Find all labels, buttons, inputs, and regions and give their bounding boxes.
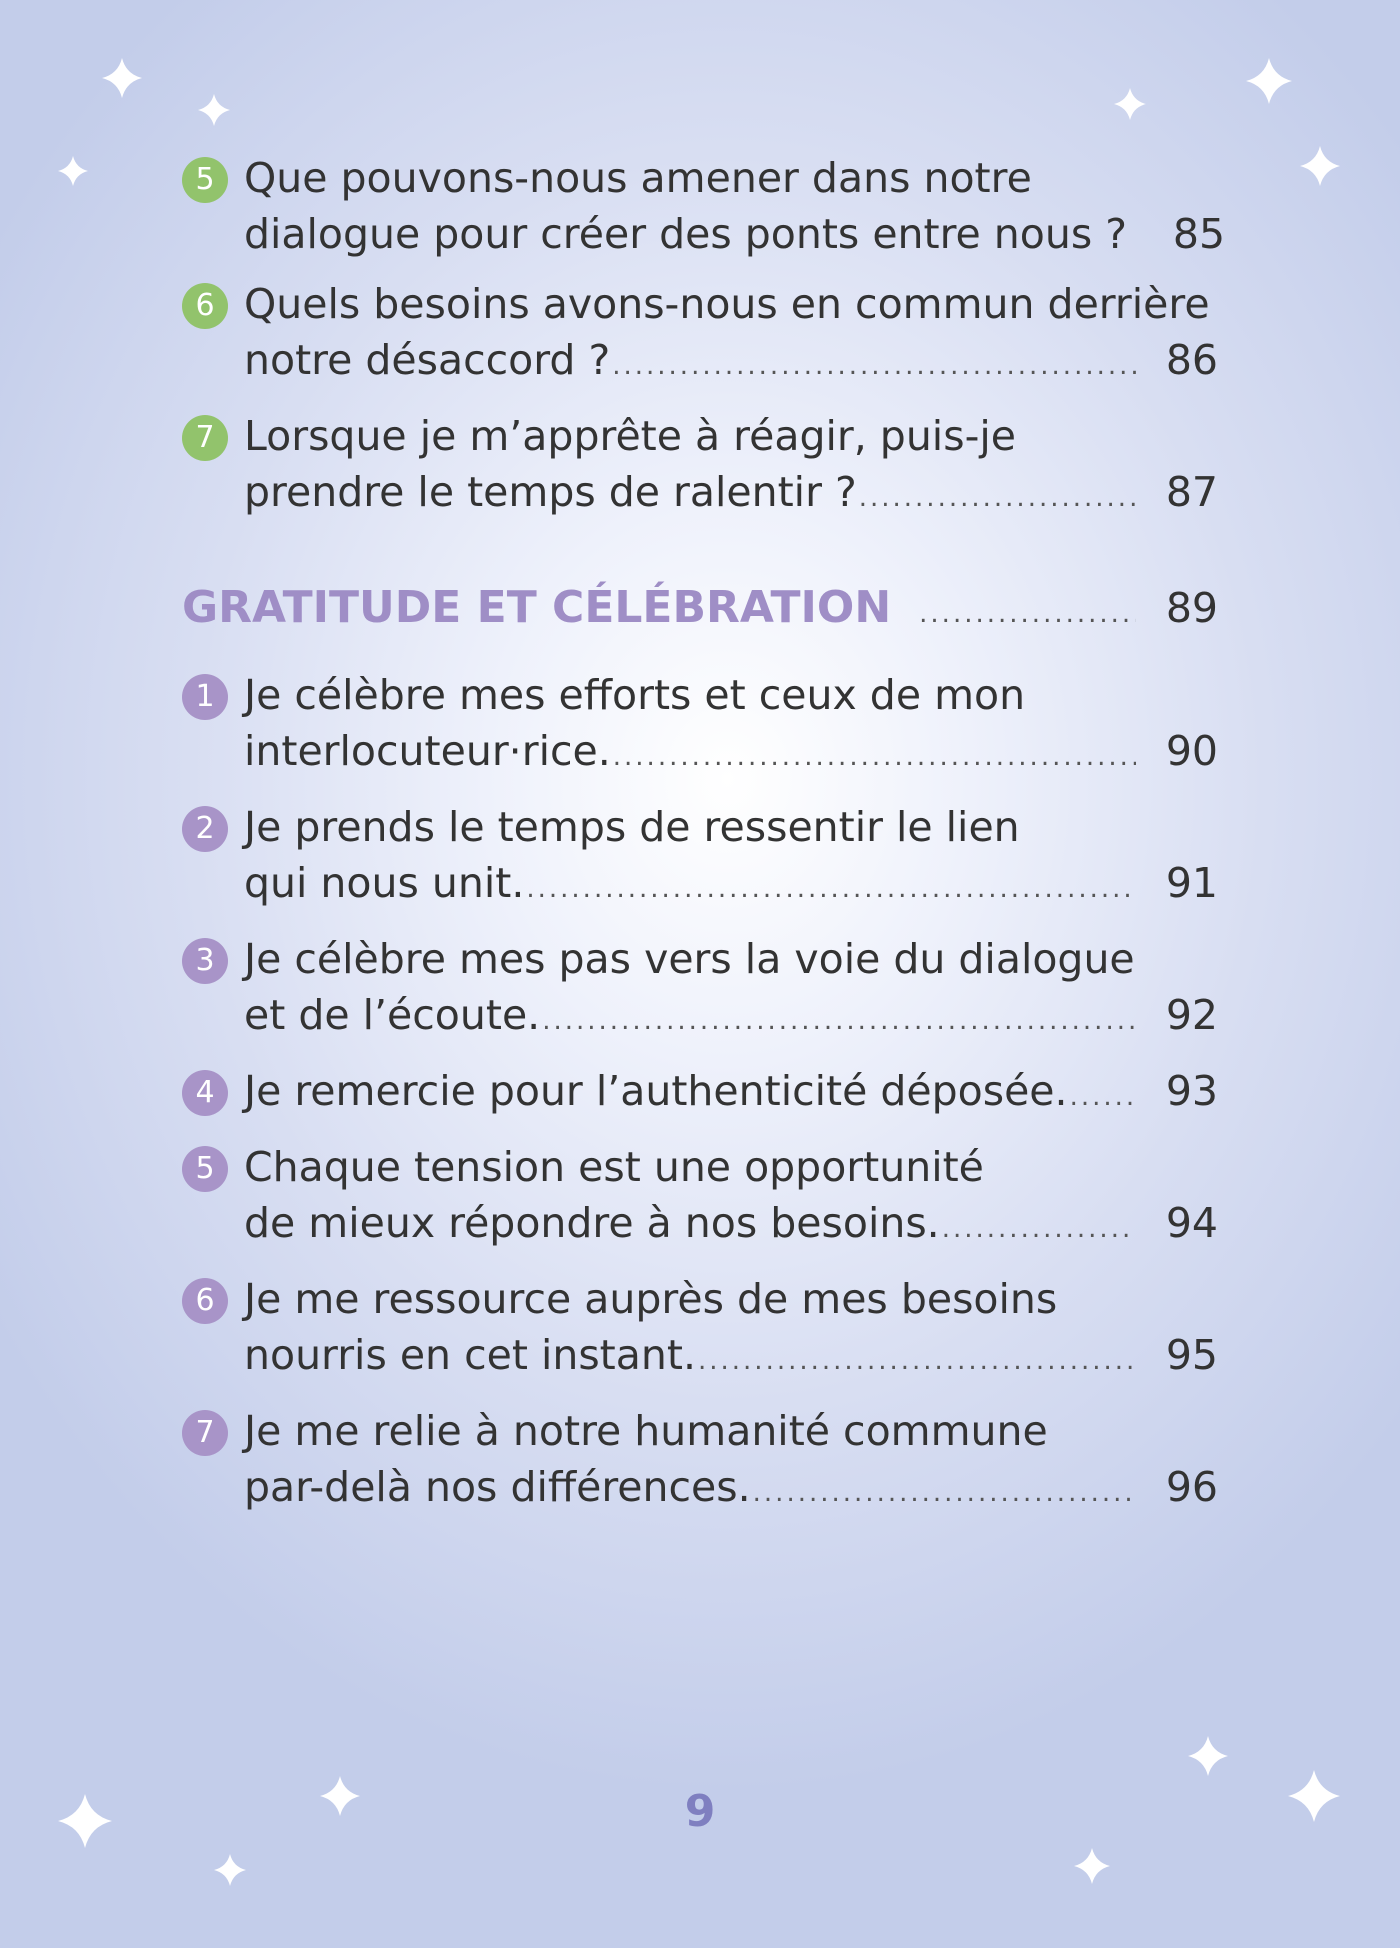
page-ref: 89 — [1165, 584, 1218, 632]
entry-number-badge: 3 — [182, 938, 228, 984]
entry-number-badge: 7 — [182, 1410, 228, 1456]
toc-entry[interactable] — [182, 1063, 1218, 1125]
sparkle-icon — [1300, 146, 1340, 186]
toc-entry[interactable] — [182, 276, 1218, 394]
dot-leader — [753, 1465, 1136, 1521]
page-ref: 87 — [1165, 468, 1218, 516]
entry-title-line: par-delà nos différences. — [244, 1463, 751, 1511]
toc-entry[interactable] — [182, 667, 1218, 785]
entry-title-line: prendre le temps de ralentir ? — [244, 468, 857, 516]
toc-entry[interactable] — [182, 799, 1218, 917]
entry-title-line: Je célèbre mes pas vers la voie du dialogue — [244, 935, 1135, 983]
sparkle-icon — [102, 58, 142, 98]
page-ref: 90 — [1165, 727, 1218, 775]
entry-title-line: Chaque tension est une opportunité — [244, 1143, 984, 1191]
entry-title-line: de mieux répondre à nos besoins. — [244, 1199, 940, 1247]
page-ref: 86 — [1165, 336, 1218, 384]
entry-number-badge: 5 — [182, 157, 228, 203]
page-ref: 96 — [1165, 1463, 1218, 1511]
entry-title-line: notre désaccord ? — [244, 336, 611, 384]
sparkle-icon — [1246, 58, 1292, 104]
entry-number-badge: 6 — [182, 283, 228, 329]
entry-title-line: Je célèbre mes efforts et ceux de mon — [244, 671, 1026, 719]
toc-entry[interactable] — [182, 1271, 1218, 1389]
page-ref: 94 — [1165, 1199, 1218, 1247]
page-ref: 91 — [1165, 859, 1218, 907]
page-ref: 93 — [1165, 1067, 1218, 1115]
entry-title-line: Je me ressource auprès de mes besoins — [244, 1275, 1058, 1323]
page-ref: 95 — [1165, 1331, 1218, 1379]
entry-number-badge: 2 — [182, 806, 228, 852]
sparkle-icon — [198, 94, 230, 126]
dot-leader — [612, 338, 1136, 394]
entry-title-line: et de l’écoute. — [244, 991, 541, 1039]
dot-leader — [859, 470, 1136, 526]
entry-title-line: Que pouvons-nous amener dans notre — [244, 154, 1032, 202]
entry-title-line: interlocuteur·rice. — [244, 727, 611, 775]
section-heading[interactable] — [182, 582, 1218, 633]
toc-entry[interactable] — [182, 150, 1226, 262]
entry-number-badge: 7 — [182, 415, 228, 461]
toc-entry[interactable] — [182, 1403, 1218, 1521]
dot-leader — [942, 1201, 1136, 1257]
toc-entry[interactable] — [182, 1139, 1218, 1257]
section-title: GRATITUDE ET CÉLÉBRATION — [182, 582, 892, 633]
sparkle-icon — [1188, 1736, 1228, 1776]
dot-leader — [698, 1333, 1136, 1389]
dot-leader — [919, 599, 1136, 629]
entry-number-badge: 5 — [182, 1146, 228, 1192]
page-ref: 92 — [1165, 991, 1218, 1039]
entry-title-line: Je prends le temps de ressentir le lien — [244, 803, 1020, 851]
dot-leader — [542, 993, 1136, 1049]
page-ref: 85 — [1172, 210, 1226, 258]
entry-number-badge: 4 — [182, 1070, 228, 1116]
entry-title-line: Je me relie à notre humanité commune — [244, 1407, 1048, 1455]
entry-title-line: dialogue pour créer des ponts entre nous ? — [244, 210, 1128, 258]
dot-leader — [1070, 1069, 1136, 1125]
entry-title-line: Quels besoins avons-nous en commun derrière — [244, 280, 1210, 328]
entry-title-line: qui nous unit. — [244, 859, 525, 907]
sparkle-icon — [58, 156, 88, 186]
toc-entry[interactable] — [182, 931, 1218, 1049]
toc-entry[interactable] — [182, 408, 1218, 526]
entry-number-badge: 6 — [182, 1278, 228, 1324]
sparkle-icon — [1114, 88, 1146, 120]
entry-title-line: Lorsque je m’apprête à réagir, puis-je — [244, 412, 1016, 460]
entry-number-badge: 1 — [182, 674, 228, 720]
entry-title-line: Je remercie pour l’authenticité déposée. — [244, 1067, 1068, 1115]
sparkle-icon — [214, 1854, 246, 1886]
dot-leader — [613, 729, 1136, 785]
entry-title-line: nourris en cet instant. — [244, 1331, 696, 1379]
sparkle-icon — [1074, 1848, 1110, 1884]
page-number: 9 — [684, 1786, 716, 1837]
dot-leader — [526, 861, 1136, 917]
table-of-contents — [182, 150, 1226, 1535]
